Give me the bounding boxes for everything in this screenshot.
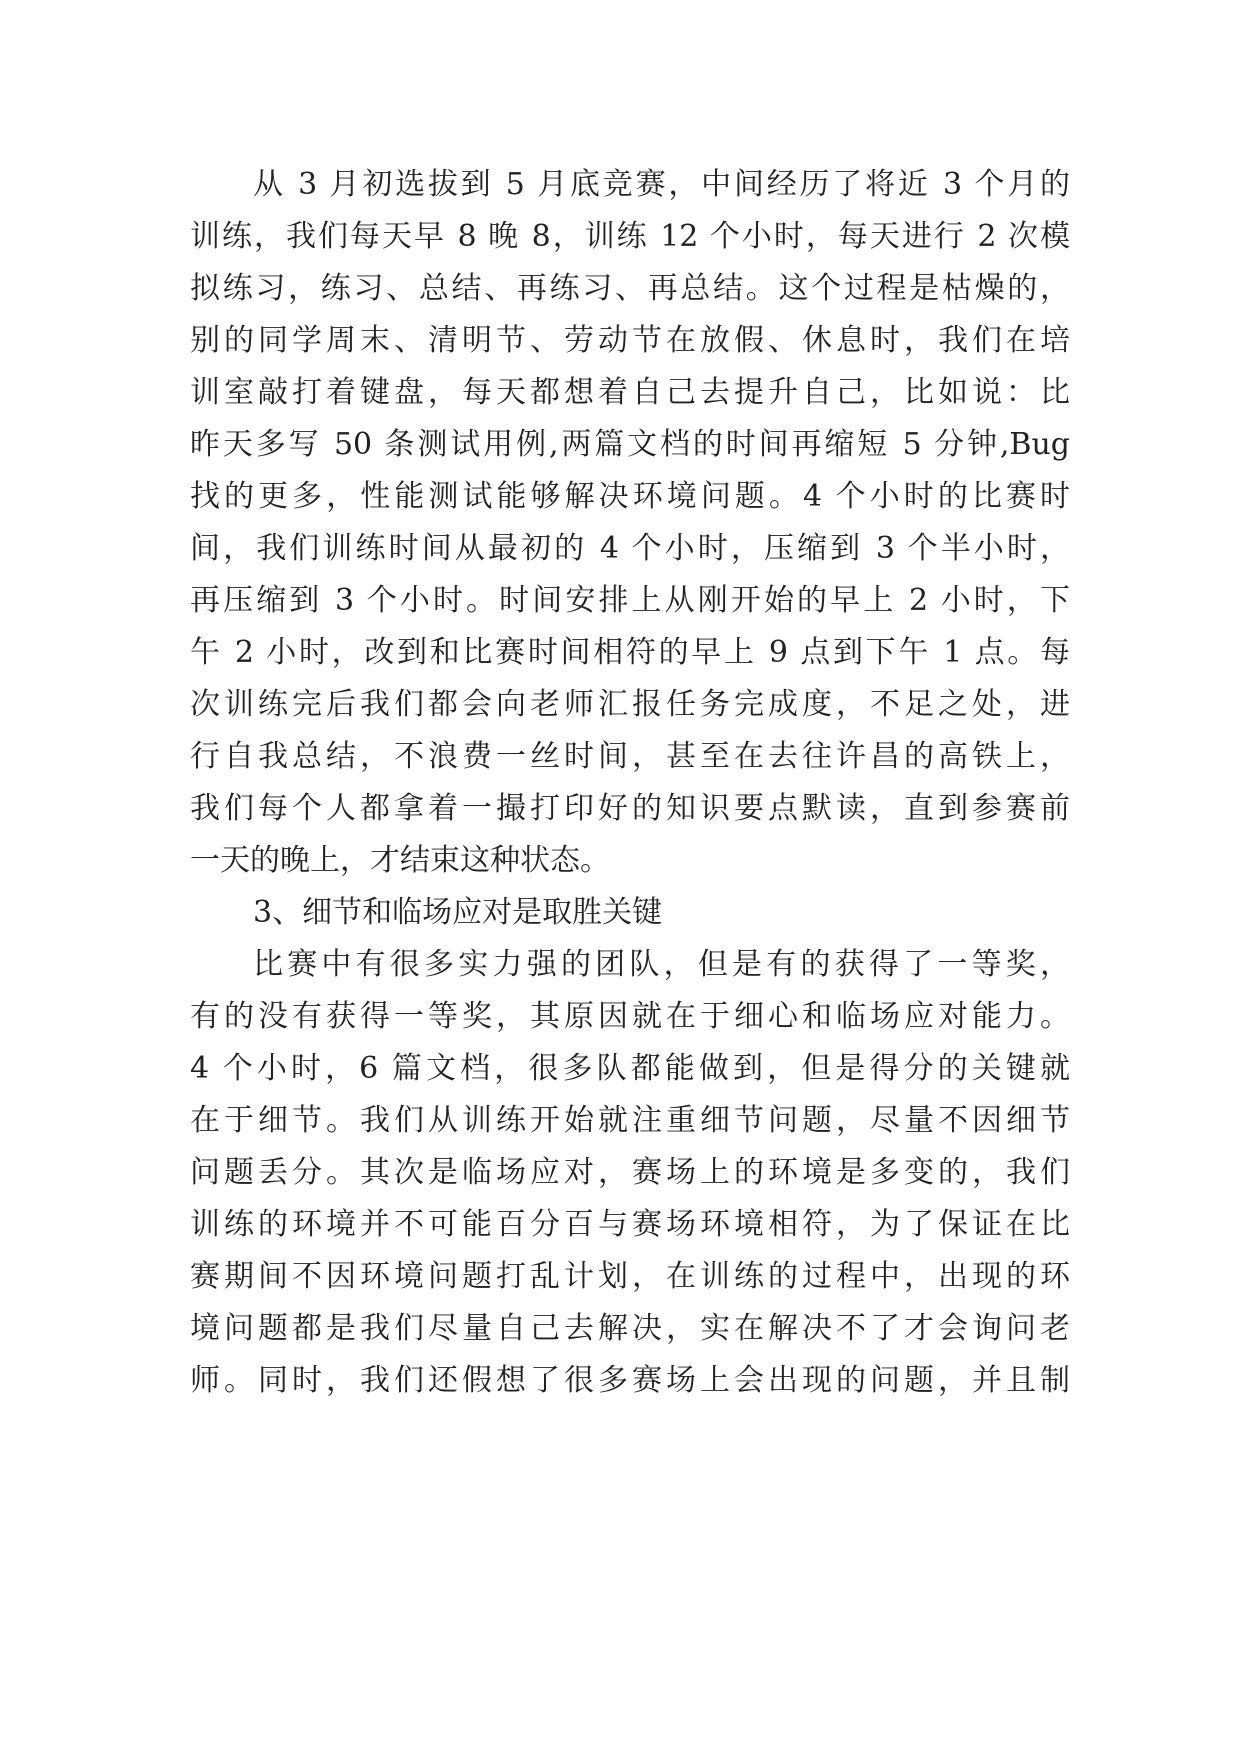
paragraph-1-line-4: 别的同学周末、清明节、劳动节在放假、休息时，我们在培 — [190, 323, 1070, 358]
paragraph-2-line-5: 问题丢分。其次是临场应对，赛场上的环境是多变的，我们 — [190, 1155, 1070, 1190]
paragraph-1-line-6: 昨天多写 50 条测试用例,两篇文档的时间再缩短 5 分钟,Bug — [190, 427, 1070, 462]
paragraph-2-line-1: 比赛中有很多实力强的团队，但是有的获得了一等奖， — [253, 947, 1070, 982]
paragraph-2-line-3: 4 个小时，6 篇文档，很多队都能做到，但是得分的关键就 — [190, 1051, 1070, 1086]
paragraph-1-line-13: 我们每个人都拿着一撮打印好的知识要点默读，直到参赛前 — [190, 791, 1070, 826]
paragraph-1-line-11: 次训练完后我们都会向老师汇报任务完成度，不足之处，进 — [190, 687, 1070, 722]
paragraph-2-line-7: 赛期间不因环境问题打乱计划，在训练的过程中，出现的环 — [190, 1259, 1070, 1294]
paragraph-1-line-12: 行自我总结，不浪费一丝时间，甚至在去往许昌的高铁上， — [190, 739, 1070, 774]
paragraph-1-line-8: 间，我们训练时间从最初的 4 个小时，压缩到 3 个半小时， — [190, 531, 1070, 566]
paragraph-1-line-1: 从 3 月初选拔到 5 月底竞赛，中间经历了将近 3 个月的 — [253, 167, 1070, 202]
section-heading: 3、细节和临场应对是取胜关键 — [253, 895, 663, 930]
paragraph-1-line-7: 找的更多，性能测试能够解决环境问题。4 个小时的比赛时 — [190, 479, 1070, 514]
paragraph-1-line-9: 再压缩到 3 个小时。时间安排上从刚开始的早上 2 小时，下 — [190, 583, 1070, 618]
paragraph-2-line-9: 师。同时，我们还假想了很多赛场上会出现的问题，并且制 — [190, 1363, 1070, 1398]
paragraph-1-line-10: 午 2 小时，改到和比赛时间相符的早上 9 点到下午 1 点。每 — [190, 635, 1070, 670]
paragraph-2-line-8: 境问题都是我们尽量自己去解决，实在解决不了才会询问老 — [190, 1311, 1070, 1346]
paragraph-1-line-5: 训室敲打着键盘，每天都想着自己去提升自己，比如说：比 — [190, 375, 1070, 410]
paragraph-2-line-4: 在于细节。我们从训练开始就注重细节问题，尽量不因细节 — [190, 1103, 1070, 1138]
paragraph-1-line-14: 一天的晚上，才结束这种状态。 — [190, 843, 610, 878]
paragraph-1-line-3: 拟练习，练习、总结、再练习、再总结。这个过程是枯燥的， — [190, 271, 1070, 306]
paragraph-1-line-2: 训练，我们每天早 8 晚 8，训练 12 个小时，每天进行 2 次模 — [190, 219, 1070, 254]
paragraph-2-line-2: 有的没有获得一等奖，其原因就在于细心和临场应对能力。 — [190, 999, 1070, 1034]
paragraph-2-line-6: 训练的环境并不可能百分百与赛场环境相符，为了保证在比 — [190, 1207, 1070, 1242]
